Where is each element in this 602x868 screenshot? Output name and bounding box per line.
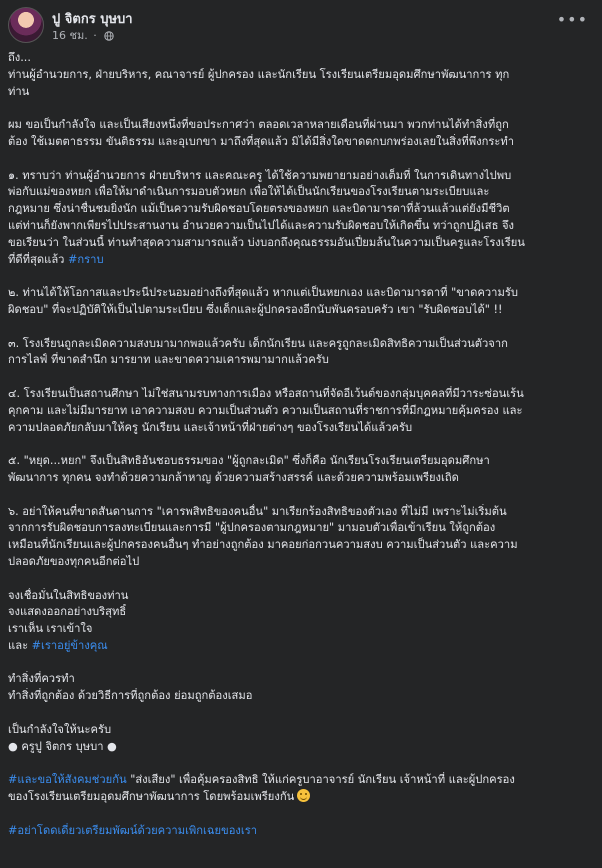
text-line: ผิดชอบ" ที่จะปฏิบัติให้เป็นไปตามระเบียบ ซึ่งเด็กและผู้ปกครองอีกนับพันครอบครัว เขา "รับผิดชอบได้" !!: [8, 302, 503, 316]
text-line: [8, 823, 596, 840]
text-line: กฎหมาย ซึ่งน่าชื่นชมยิ่งนัก แม้เป็นความรับผิดชอบโดยตรงของหยก และบิดามารดาที่ล้วนแล้วแต่ยังมีชีวิต: [8, 202, 510, 216]
hashtag-link[interactable]: #อย่าโดดเดี่ยวเตรียมพัฒน์ด้วยความเพิกเฉยของเรา: [8, 823, 257, 837]
text-line: [8, 789, 596, 806]
text-line: ทำสิ่งที่ถูกต้อง ด้วยวิธีการที่ถูกต้อง ย่อมถูกต้องเสมอ: [8, 689, 253, 703]
text-line: ๒. ท่านได้ให้โอกาสและประนีประนอมอย่างถึงที่สุดแล้ว หากแต่เป็นหยกเอง และบิดามารดาที่ "ขาดความรับ: [8, 286, 518, 300]
text-line: ต้อง ใช้เมตตาธรรม ขันติธรรม และอุเบกขา มาถึงที่สุดแล้ว มิได้มีสิ่งใดขาดตกบกพร่องเลยในสิ่งที่พึงกระทำ: [8, 134, 515, 148]
text-line: ผม ขอเป็นกำลังใจ และเป็นเสียงหนึ่งที่ขอประกาศว่า ตลอดเวลาหลายเดือนที่ผ่านมา พวกท่านได้ทำสิ่งที่ถูก: [8, 118, 509, 132]
text-line: ๕. "หยุด...หยก" จึงเป็นสิทธิอันชอบธรรมของ "ผู้ถูกละเมิด" ซึ่งก็คือ นักเรียนโรงเรียนเตรียมอุดมศึกษา: [8, 454, 490, 468]
text-line: จงแสดงออกอย่างบริสุทธิ์: [8, 605, 127, 619]
post-header: [0, 0, 602, 44]
text-line: ทำสิ่งที่ควรทำ: [8, 672, 75, 686]
text-line: พัฒนาการ ทุกคน จงทำด้วยความกล้าหาญ ด้วยความสร้างสรรค์ และด้วยความพร้อมเพรียงเถิด: [8, 470, 459, 484]
text-line: คุกคาม และไม่มีมารยาท เอาความสงบ ความเป็นส่วนตัว ความเป็นสถานที่ราชการที่มีกฎหมายคุ้มครอง และ: [8, 403, 523, 417]
text-line: ความปลอดภัยกลับมาให้ครู นักเรียน และเจ้าหน้าที่ฝ่ายต่างๆ ของโรงเรียนได้แล้วครับ: [8, 420, 413, 434]
text-line: ปลอดภัยของทุกคนอีกต่อไป: [8, 554, 140, 568]
text-line: ท่าน: [8, 84, 30, 98]
text-line: ● ครูปู จิตกร บุษบา ●: [8, 739, 117, 753]
post-timestamp[interactable]: 16 ชม.: [52, 29, 88, 42]
hashtag-link[interactable]: #เราอยู่ข้างคุณ: [31, 638, 108, 652]
text-line: [8, 252, 596, 269]
text-line: แต่ท่านก็ยังพากเพียรไปประสานงาน อำนวยความเป็นไปได้และความรับผิดชอบให้เกิดขึ้น ทว่าถูกปฏิเสธ จึง: [8, 218, 514, 232]
globe-icon[interactable]: [104, 31, 114, 41]
text-line: ๖. อย่าให้คนที่ขาดสันดานการ "เคารพสิทธิของคนอื่น" มาเรียกร้องสิทธิของตัวเอง ที่ไม่มี เพราะไม่เริ่มต้น: [8, 504, 507, 518]
hashtag-link[interactable]: #กราบ: [68, 252, 104, 266]
text-line: ถึง...: [8, 51, 31, 64]
text-line: [8, 772, 596, 789]
text-line: ๓. โรงเรียนถูกละเมิดความสงบมามากพอแล้วครับ เด็กนักเรียน และครูถูกละเมิดสิทธิความเป็นส่วนตัวจาก: [8, 336, 508, 350]
text-line: ท่านผู้อำนวยการ, ฝ่ายบริหาร, คณาจารย์ ผู้ปกครอง และนักเรียน โรงเรียนเตรียมอุดมศึกษาพัฒนาการ ทุก: [8, 67, 510, 81]
post-body: [8, 50, 596, 839]
text-line: เป็นกำลังใจให้นะครับ: [8, 722, 112, 736]
post-meta: [52, 26, 114, 44]
text-span: ที่ดีที่สุดแล้ว: [8, 252, 69, 266]
avatar[interactable]: [8, 7, 44, 43]
text-line: จงเชื่อมั่นในสิทธิของท่าน: [8, 588, 129, 602]
hashtag-link[interactable]: #และขอให้สังคมช่วยกัน: [8, 773, 127, 787]
text-span: และ: [8, 638, 32, 652]
text-line: ๑. ทราบว่า ท่านผู้อำนวยการ ฝ่ายบริหาร และคณะครู ได้ใช้ความพยายามอย่างเต็มที่ ในการเดินทางไปพบ: [8, 168, 512, 182]
separator-dot: ·: [89, 29, 101, 42]
text-line: จากการรับผิดชอบการลงทะเบียนและการมี "ผู้ปกครองตามกฎหมาย" มามอบตัวเพื่อเข้าเรียน ให้ถูกต้อง: [8, 521, 496, 535]
text-line: การไลฟ์ ที่ขาดสำนึก มารยาท และขาดความเคารพมามากแล้วครับ: [8, 353, 329, 367]
more-options-icon[interactable]: •••: [556, 10, 588, 29]
text-span: "ส่งเสียง" เพื่อคุ้มครองสิทธิ ให้แก่ครูบาอาจารย์ นักเรียน เจ้าหน้าที่ และผู้ปกครอง: [126, 773, 515, 787]
smiling-face-emoji-icon: [297, 789, 310, 802]
text-line: เหมือนที่นักเรียนและผู้ปกครองคนอื่นๆ ทำอย่างถูกต้อง มาคอยก่อกวนความสงบ ความเป็นส่วนตัว และความ: [8, 538, 518, 552]
text-line: พ่อกับแม่ของหยก เพื่อให้มาดำเนินการมอบตัวหยก เพื่อให้ได้เป็นนักเรียนของโรงเรียนตามระเบียบและ: [8, 185, 490, 199]
text-span: ของโรงเรียนเตรียมอุดมศึกษาพัฒนาการ โดยพร้อมเพรียงกัน: [8, 790, 295, 804]
text-line: เราเห็น เราเข้าใจ: [8, 622, 93, 636]
text-line: ขอเรียนว่า ในส่วนนี้ ท่านทำสุดความสามารถแล้ว บ่งบอกถึงคุณธรรมอันเปี่ยมล้นในความเป็นครูและโรงเรียน: [8, 235, 525, 249]
author-name[interactable]: ปู จิตกร บุษบา: [52, 12, 133, 27]
text-line: [8, 638, 596, 655]
text-line: ๔. โรงเรียนเป็นสถานศึกษา ไม่ใช่สนามรบทางการเมือง หรือสถานที่จัดอีเว้นต์ของกลุ่มบุคคลที่มีวาระซ่อนเร้น: [8, 386, 524, 400]
